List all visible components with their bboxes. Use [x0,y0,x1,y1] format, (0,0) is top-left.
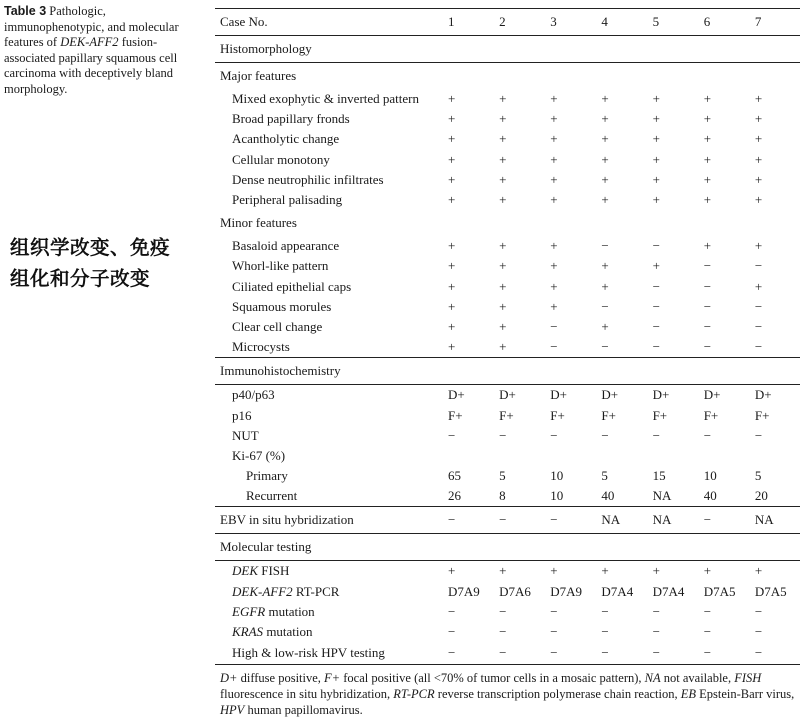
table-footnote [220,670,800,718]
cell: + [754,131,763,147]
row-label: p16 [232,407,252,423]
cell: + [448,111,456,127]
cell: − [544,507,595,534]
table-row [215,317,800,337]
cell: + [448,238,456,254]
cell: − [601,238,609,254]
cell: + [550,278,558,294]
row-label [215,642,442,665]
header-case: 2 [493,9,544,36]
cell: + [448,91,456,107]
row-label [215,561,442,582]
cell: + [493,561,544,582]
table-row [215,582,800,602]
cell: + [499,318,507,334]
table-row [215,236,800,256]
cell: − [754,318,763,334]
cell: 10 [550,468,564,484]
cell: 8 [499,488,506,504]
cell: 26 [448,488,461,504]
table-row [215,297,800,317]
cell: − [652,624,660,640]
cell: + [703,171,712,187]
cell: + [754,111,763,127]
table-row [215,190,800,210]
cell: + [601,278,609,294]
row-label: Acantholytic change [232,131,340,147]
cell: + [448,339,456,355]
cell: + [652,192,660,208]
cell: + [448,131,456,147]
cell: − [595,642,646,665]
cell: + [448,171,456,187]
cell: − [703,298,712,314]
cell: D+ [442,385,493,406]
caption-text-a: Pathologic, immunophenotypic, and molecular features of [4,4,179,49]
cell: + [601,91,609,107]
cell: + [703,91,712,107]
cell: 40 [601,488,615,504]
cell: F+ [601,407,616,423]
cell: − [550,427,558,443]
row-label: Broad papillary fronds [232,111,350,127]
cell: − [698,642,749,665]
cell: + [647,561,698,582]
cell: − [652,318,660,334]
cell: − [703,258,712,274]
section-histomorphology: Histomorphology [220,41,312,56]
gene-name: DEK [232,563,258,579]
cell: + [595,561,646,582]
cell: + [499,278,507,294]
subsection-major-features: Major features [215,63,800,90]
section-row [215,534,800,561]
table-row [215,466,800,486]
table-row [215,385,800,406]
test-name: mutation [263,624,313,640]
cell: + [754,91,763,107]
cell: + [442,561,493,582]
cell: + [754,151,763,167]
header-case: 3 [544,9,595,36]
row-label-ebv: EBV in situ hybridization [215,507,442,534]
header-case-no: Case No. [215,9,442,36]
cell: 10 [703,468,717,484]
cell: + [754,238,763,254]
cell: F+ [499,407,514,423]
row-label: Ciliated epithelial caps [232,278,352,294]
cell: − [754,298,763,314]
row-label [215,602,442,622]
cell: + [499,111,507,127]
row-label: Primary [246,468,288,484]
cell: − [754,603,763,619]
table-caption [4,4,199,97]
cell: + [550,171,558,187]
fn-abbr: EB [680,687,697,701]
cell: − [652,427,660,443]
cell: + [448,192,456,208]
cell: − [499,624,507,640]
cell: + [499,192,507,208]
cell: D7A9 [550,583,583,599]
cell: 15 [652,468,666,484]
cell: + [601,192,609,208]
cell: + [448,298,456,314]
row-label: Whorl-like pattern [232,258,329,274]
cell: + [754,278,763,294]
cell: + [754,192,763,208]
section-row [215,358,800,385]
header-case: 7 [749,9,800,36]
cell: D7A5 [703,583,736,599]
fn-abbr: D+ [220,671,238,685]
row-label: Microcysts [232,339,290,355]
cell: D+ [647,385,698,406]
cell: − [550,603,558,619]
cell: NA [749,507,800,534]
row-label [215,582,442,602]
cell: D+ [698,385,749,406]
cell: − [703,427,712,443]
gene-name: EGFR [232,603,266,619]
cell: F+ [703,407,719,423]
cell: + [499,91,507,107]
cell: D7A6 [499,583,531,599]
cell: 5 [499,468,506,484]
table-row [215,507,800,534]
fn-text: Epstein-Barr virus, [696,687,795,701]
cell: − [601,603,609,619]
cell: − [652,278,660,294]
test-name: High & low-risk HPV testing [232,645,385,661]
cell: 40 [703,488,717,504]
fn-text: fluorescence in situ hybridization, [220,687,394,701]
cell: D7A4 [652,583,685,599]
cell: D7A5 [754,583,787,599]
row-label: Basaloid appearance [232,238,340,254]
cell: 10 [550,488,564,504]
cell: − [601,624,609,640]
features-table [215,8,800,665]
cell: + [703,192,712,208]
cell: + [448,318,456,334]
cell: + [749,561,800,582]
table-row [215,89,800,109]
table-row [215,602,800,622]
cell: + [703,131,712,147]
cell: − [601,339,609,355]
table-row [215,446,800,466]
cell: NA [652,488,672,504]
cell: − [550,318,558,334]
header-row [215,9,800,36]
cell: + [601,111,609,127]
cell: F+ [754,407,770,423]
table-row [215,256,800,276]
cell: + [601,131,609,147]
row-label [215,622,442,642]
cell: + [652,258,660,274]
cell: + [550,131,558,147]
subsection-row [215,63,800,90]
test-name: FISH [258,563,290,579]
cell: − [442,642,493,665]
fn-text: not available, [660,671,735,685]
cell: − [703,278,712,294]
cell: − [550,624,558,640]
cell: − [493,642,544,665]
cell: − [652,339,660,355]
row-label: NUT [232,427,259,443]
cell: − [703,624,712,640]
cell: + [550,91,558,107]
cell: − [647,642,698,665]
cell: − [442,507,493,534]
table-row [215,337,800,358]
subsection-row [215,210,800,236]
cell: + [652,111,660,127]
cell: − [499,427,507,443]
cell: + [550,151,558,167]
cell: D+ [493,385,544,406]
cell: − [448,427,456,443]
cell: − [698,507,749,534]
cell: − [754,427,763,443]
test-name: RT-PCR [292,583,340,599]
cell: F+ [448,407,463,423]
row-label: Mixed exophytic & inverted pattern [232,91,420,107]
fn-text: diffuse positive, [237,671,325,685]
cell: NA [647,507,698,534]
cell: − [703,339,712,355]
cell: − [652,298,660,314]
cell: F+ [652,407,668,423]
cell: D+ [595,385,646,406]
cell: 5 [754,468,762,484]
header-case: 1 [442,9,493,36]
cell: + [550,111,558,127]
cell: + [601,258,609,274]
table-row [215,642,800,665]
overlay-line-1: 组织学改变、免疫 [10,236,171,259]
row-label: Squamous morules [232,298,332,314]
cell: − [754,339,763,355]
cell: − [754,624,763,640]
table-row [215,129,800,149]
cell: D+ [544,385,595,406]
cell: − [499,603,507,619]
fn-abbr: NA [644,671,661,685]
row-label: Recurrent [246,488,298,504]
table-row [215,277,800,297]
cell: 5 [601,468,608,484]
gene-name: DEK-AFF2 [232,583,293,599]
row-label: p40/p63 [215,385,442,406]
cell: + [499,131,507,147]
row-label: Clear cell change [232,318,323,334]
cell: − [448,603,456,619]
table-row [215,109,800,129]
cell: 20 [754,488,768,504]
fn-abbr: RT-PCR [393,687,435,701]
overlay-line-2: 组化和分子改变 [10,267,151,290]
fn-text: focal positive (all <70% of tumor cells in a mosaic pattern), [340,671,645,685]
cell: − [601,298,609,314]
cell: + [652,131,660,147]
cell: + [754,171,763,187]
table-row [215,561,800,582]
cell: + [550,298,558,314]
cell: F+ [550,407,565,423]
caption-label: Table 3 [4,4,47,18]
cell: D7A4 [601,583,634,599]
table-row [215,405,800,425]
caption-text-b: fusion-associated papillary squamous cell carcinoma with deceptively bland morphology. [4,35,178,96]
cell: − [749,642,800,665]
section-row [215,36,800,63]
header-case: 4 [595,9,646,36]
cell: + [499,339,507,355]
cell: − [493,507,544,534]
fn-abbr: HPV [220,703,245,717]
cell: + [698,561,749,582]
table-container [215,8,800,665]
table-row [215,622,800,642]
fn-text: reverse transcription polymerase chain reaction, [434,687,681,701]
cell: + [703,111,712,127]
cell: D7A9 [448,583,480,599]
cell: − [601,427,609,443]
cell: + [652,171,660,187]
cell: 65 [448,468,461,484]
test-name: mutation [265,603,315,619]
table-row [215,150,800,170]
cell: + [601,151,609,167]
cell: + [499,298,507,314]
cell: + [499,258,507,274]
cell: + [550,192,558,208]
cell: + [550,258,558,274]
fn-abbr: FISH [734,671,762,685]
cell: − [544,642,595,665]
cell: + [448,151,456,167]
row-label: Cellular monotony [232,151,330,167]
header-case: 6 [698,9,749,36]
header-case: 5 [647,9,698,36]
cell: + [703,238,712,254]
cell: − [652,238,660,254]
row-label: Dense neutrophilic infiltrates [232,171,384,187]
cell: + [499,171,507,187]
caption-gene: DEK-AFF2 [60,35,119,49]
fn-text: human papillomavirus. [244,703,363,717]
cell: D+ [749,385,800,406]
cell: − [448,624,456,640]
fn-abbr: F+ [324,671,341,685]
cell: − [754,258,763,274]
subsection-minor-features: Minor features [220,215,297,231]
row-label: Peripheral palisading [232,192,343,208]
cell: + [703,151,712,167]
table-row [215,170,800,190]
cell: − [550,339,558,355]
cell: − [652,603,660,619]
cell: + [499,151,507,167]
cell: + [499,238,507,254]
gene-name: KRAS [232,624,264,640]
table-row [215,426,800,446]
cell: − [703,318,712,334]
cell: NA [595,507,646,534]
section-molecular-testing: Molecular testing [215,534,800,561]
section-immunohistochemistry: Immunohistochemistry [215,358,800,385]
chinese-overlay-heading [10,232,215,294]
cell: + [652,91,660,107]
table-row [215,486,800,507]
row-label-ki67: Ki-67 (%) [232,447,286,463]
cell: + [448,258,456,274]
cell: + [448,278,456,294]
cell: + [601,318,609,334]
cell: + [550,238,558,254]
cell: + [544,561,595,582]
cell: + [601,171,609,187]
cell: + [652,151,660,167]
cell: − [703,603,712,619]
